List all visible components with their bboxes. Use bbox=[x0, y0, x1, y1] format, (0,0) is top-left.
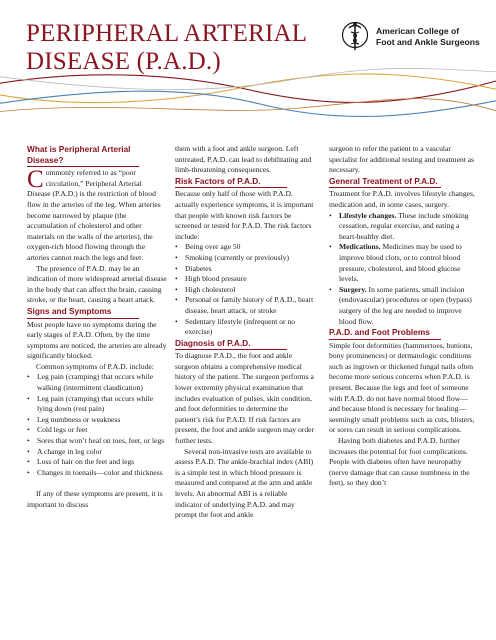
treatment-term: Lifestyle changes. bbox=[339, 210, 397, 220]
intro-text: ommonly referred to as “poor circulation,” Peripheral Arterial Disease (P.A.D.) is the restriction of blood flow in the arteries of the leg. When arteries become narrowed by plaque (the accumulation of cholesterol and other materials on the walls of the arteries), the oxygen-rich blood flowing through the arteries cannot reach the legs and feet. bbox=[27, 168, 161, 262]
treatment-list bbox=[329, 211, 477, 328]
list-item: • Loss of hair on the feet and legs bbox=[27, 457, 167, 468]
section-heading-signs-symptoms: Signs and Symptoms bbox=[27, 306, 139, 319]
list-item: • Sores that won’t heal on toes, feet, or legs bbox=[27, 436, 167, 447]
paragraph-widespread: The presence of P.A.D. may be an indication of more widespread arterial disease in the body that can affect the brain, causing stroke, or the heart, causing a heart attack. bbox=[27, 263, 167, 305]
drop-cap: C bbox=[27, 166, 44, 194]
paragraph-risk-intro: Because only half of those with P.A.D. actually experience symptoms, it is important that people with known risk factors be screened or tested for P.A.D. The risk factors include: bbox=[175, 189, 314, 241]
list-item: • High blood pressure bbox=[175, 274, 315, 285]
paragraph-foot-1: Simple foot deformities (hammertoes, bunions, bony prominences) or dermatologic conditions such as ingrown or thickened fungal nails often become more serious concerns when P.A.D. is present. Because the legs and feet of someone with P.A.D. do not have normal blood flow—and because blood is necessary for healing—seemingly small problems such as cuts, blisters, or sores can result in serious complications. bbox=[329, 340, 475, 435]
section-heading-what-is-pad: What is Peripheral Arterial Disease? bbox=[27, 144, 139, 167]
section-heading-treatment: General Treatment of P.A.D. bbox=[329, 176, 441, 189]
title-line-2: DISEASE (P.A.D.) bbox=[26, 48, 221, 75]
list-item: • A change in leg color bbox=[27, 447, 167, 458]
treatment-text: In some patients, small incision (endovascular) procedures or open (bypass) surgery of the leg are needed to improve blood flow. bbox=[339, 284, 472, 326]
paragraph-treatment-intro: Treatment for P.A.D. involves lifestyle changes, medication and, in some cases, surgery. bbox=[329, 189, 475, 209]
acfas-logo bbox=[334, 16, 486, 62]
org-name-line-1: American College of bbox=[376, 26, 460, 36]
column-3 bbox=[329, 144, 477, 489]
list-item: • High cholesterol bbox=[175, 285, 315, 296]
list-item: • Cold legs or feet bbox=[27, 425, 167, 436]
section-heading-diagnosis: Diagnosis of P.A.D. bbox=[175, 338, 287, 351]
section-heading-foot-problems: P.A.D. and Foot Problems bbox=[329, 327, 441, 340]
treatment-term: Medications. bbox=[339, 242, 381, 252]
list-item: • Diabetes bbox=[175, 264, 315, 275]
intro-paragraph bbox=[27, 168, 167, 263]
symptoms-list bbox=[27, 372, 167, 478]
list-item: • Being over age 50 bbox=[175, 242, 315, 253]
title-line-1: PERIPHERAL ARTERIAL bbox=[26, 20, 308, 47]
list-item: • Smoking (currently or previously) bbox=[175, 253, 315, 264]
organization-name bbox=[376, 26, 488, 48]
list-item: • Changes in toenails—color and thickness bbox=[27, 468, 167, 479]
column-1 bbox=[27, 144, 167, 510]
list-item bbox=[329, 285, 477, 327]
list-item: • Leg numbness or weakness bbox=[27, 415, 167, 426]
paragraph-signs-2: Common symptoms of P.A.D. include: bbox=[36, 361, 154, 371]
list-item: • Leg pain (cramping) that occurs while lying down (rest pain) bbox=[27, 394, 167, 415]
paragraph-diagnosis-1: To diagnose P.A.D., the foot and ankle surgeon obtains a comprehensive medical history of the patient. The surgeon performs a lower extremity physical examination that includes evaluation of pulses, skin condition, and foot deformities to determine the patient’s risk for P.A.D. If risk factors are present, the foot and ankle surgeon may order further tests. bbox=[175, 351, 315, 446]
paragraph-continued: surgeon to refer the patient to a vascular specialist for additional testing and treatment as necessary. bbox=[329, 144, 475, 175]
caduceus-emblem-icon bbox=[342, 19, 368, 55]
risk-factors-list bbox=[175, 242, 315, 337]
treatment-text: Medicines may be used to improve blood clots, or to control blood pressure, cholesterol, and blood glucose levels. bbox=[339, 242, 462, 284]
list-item bbox=[329, 211, 477, 243]
list-item: • Leg pain (cramping) that occurs while walking (intermittent claudication) bbox=[27, 372, 167, 393]
list-item: • Personal or family history of P.A.D., heart disease, heart attack, or stroke bbox=[175, 295, 315, 316]
list-item bbox=[329, 242, 477, 284]
section-heading-risk-factors: Risk Factors of P.A.D. bbox=[175, 176, 287, 189]
org-name-line-2: Foot and Ankle Surgeons bbox=[376, 37, 480, 47]
treatment-term: Surgery. bbox=[339, 284, 367, 294]
decorative-swirl-lines bbox=[0, 60, 496, 130]
paragraph-closing: If any of these symptoms are present, it is important to discuss bbox=[27, 489, 163, 509]
paragraph-signs-1: Most people have no symptoms during the early stages of P.A.D. Often, by the time symptoms are noticed, the arteries are already significantly blocked. bbox=[27, 319, 167, 361]
column-2 bbox=[175, 144, 315, 521]
treatment-text: These include smoking cessation, regular exercise, and eating a heart-healthy diet. bbox=[339, 210, 469, 241]
list-item: • Sedentary lifestyle (infrequent or no exercise) bbox=[175, 317, 315, 338]
paragraph-diagnosis-2: Several non-invasive tests are available to assess P.A.D. The ankle-brachial index (ABI) is a simple test in which blood pressure is measured and compared at the arm and ankle levels. An abnormal ABI is a reliable indicator of underlying P.A.D. and may prompt the foot and ankle bbox=[175, 446, 314, 520]
paragraph-foot-2: Having both diabetes and P.A.D. further increases the potential for foot complications. People with diabetes often have neuropathy (nerve damage that can cause numbness in the feet), so they don’t bbox=[329, 436, 470, 488]
paragraph-continued: them with a foot and ankle surgeon. Left untreated, P.A.D. can lead to debilitating and limb-threatening consequences. bbox=[175, 144, 312, 175]
